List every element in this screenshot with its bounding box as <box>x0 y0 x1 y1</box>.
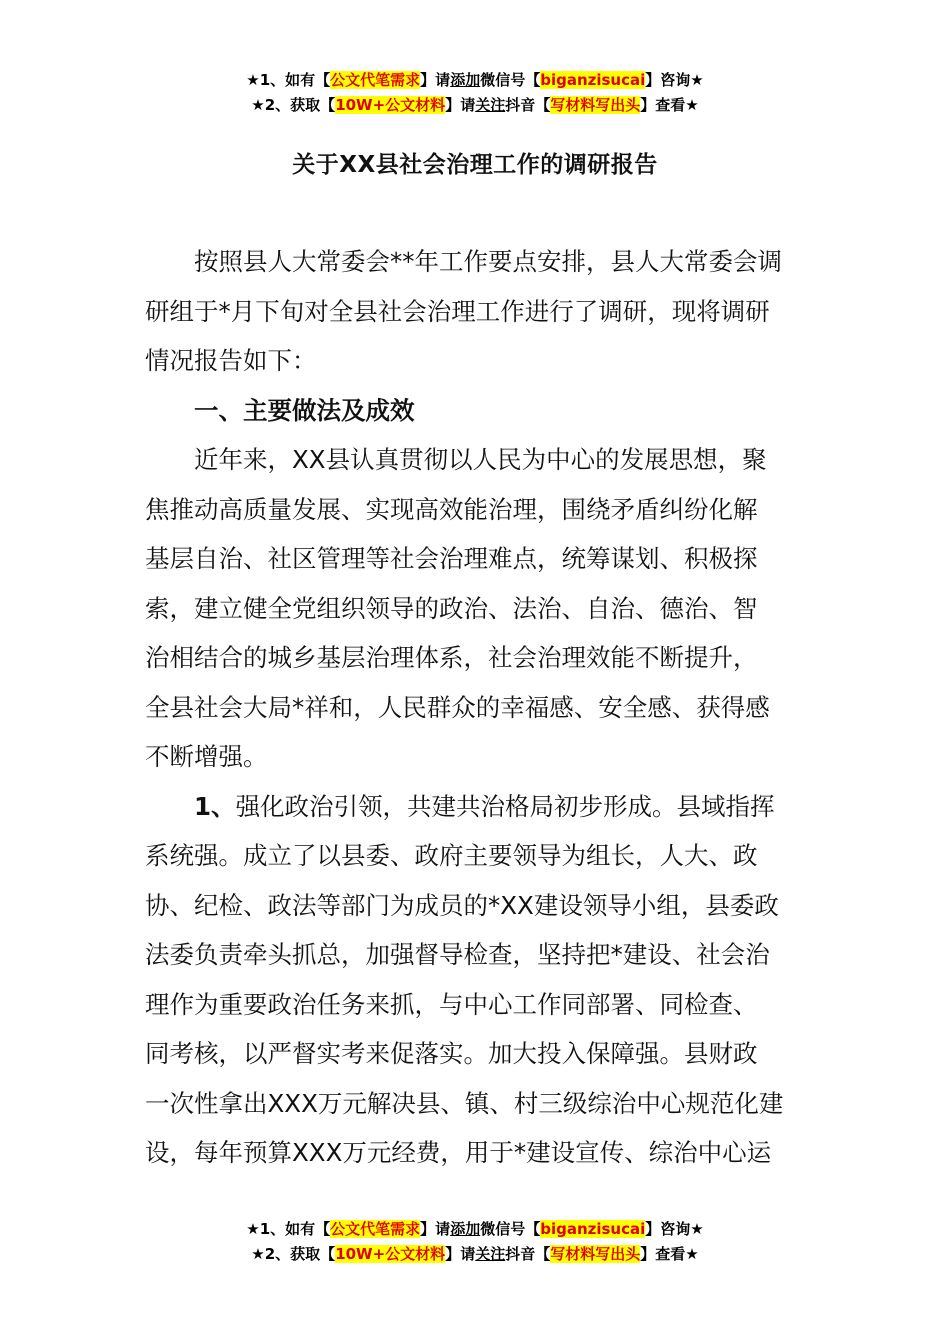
banner-text: ★1、如有【 <box>246 1220 331 1238</box>
text-line: 近年来，XX县认真贯彻以人民为中心的发展思想，聚 <box>194 445 767 474</box>
banner-highlight: 10W+公文材料 <box>335 96 446 114</box>
banner-highlight: biganzisucai <box>540 71 646 89</box>
item-text: 强化政治引领，共建共治格局初步形成。县域指挥 <box>235 791 775 821</box>
banner-line-1 <box>0 1217 950 1242</box>
banner-text: 】请 <box>420 71 451 89</box>
text-line: 焦推动高质量发展、实现高效能治理，围绕矛盾纠纷化解 <box>145 494 758 524</box>
text-line: 协、纪检、政法等部门为成员的*XX建设领导小组，县委政 <box>145 890 779 920</box>
text-line: 情况报告如下： <box>145 346 317 375</box>
banner-text: ★2、获取【 <box>251 1245 336 1263</box>
banner-text: 】查看★ <box>640 1245 699 1263</box>
banner-underlined-text: 关注 <box>475 96 506 114</box>
text-line: 研组于*月下旬对全县社会治理工作进行了调研，现将调研 <box>145 296 770 326</box>
top-banner <box>0 68 950 118</box>
text-line: 不断增强。 <box>145 742 268 771</box>
document-title: 关于XX县社会治理工作的调研报告 <box>292 152 658 178</box>
banner-line-1 <box>0 68 950 93</box>
item-number: 1、 <box>194 791 236 821</box>
text-line: 基层自治、社区管理等社会治理难点，统筹谋划、积极探 <box>145 544 758 573</box>
text-line: 理作为重要政治任务来抓，与中心工作同部署、同检查、 <box>145 989 758 1019</box>
banner-text: 】咨询★ <box>645 71 704 89</box>
text-line: 索，建立健全党组织领导的政治、法治、自治、德治、智 <box>145 593 758 623</box>
text-line: 全县社会大局*祥和，人民群众的幸福感、安全感、获得感 <box>145 692 770 722</box>
text-line: 治相结合的城乡基层治理体系，社会治理效能不断提升， <box>145 643 758 672</box>
paragraph-2 <box>145 435 807 782</box>
section-heading-text: 一、主要做法及成效 <box>194 395 415 425</box>
banner-underlined-text: 关注 <box>475 1245 506 1263</box>
text-line: 一次性拿出XXX万元解决县、镇、村三级综治中心规范化建 <box>145 1088 784 1118</box>
banner-text: 】咨询★ <box>645 1220 704 1238</box>
banner-line-2 <box>0 1242 950 1267</box>
banner-highlight: 10W+公文材料 <box>335 1245 446 1263</box>
item-1-paragraph <box>145 782 807 1178</box>
text-line: 按照县人大常委会**年工作要点安排，县人大常委会调 <box>194 247 782 276</box>
bottom-banner <box>0 1217 950 1267</box>
banner-highlight: 写材料写出头 <box>550 1245 641 1263</box>
document-body <box>145 237 807 1178</box>
banner-text: 抖音【 <box>505 1245 551 1263</box>
banner-text: 】请 <box>445 1245 476 1263</box>
text-line <box>145 782 807 832</box>
banner-text: 抖音【 <box>505 96 551 114</box>
banner-text: ★1、如有【 <box>246 71 331 89</box>
banner-underlined-text: 添加 <box>450 1220 481 1238</box>
text-line: 设，每年预算XXX万元经费，用于*建设宣传、综治中心运 <box>145 1138 772 1167</box>
banner-text: 】请 <box>420 1220 451 1238</box>
banner-highlight: 写材料写出头 <box>550 96 641 114</box>
section-heading <box>145 386 807 436</box>
intro-paragraph <box>145 237 807 386</box>
banner-text: ★2、获取【 <box>251 96 336 114</box>
banner-text: 微信号【 <box>480 71 541 89</box>
banner-line-2 <box>0 93 950 118</box>
banner-highlight: biganzisucai <box>540 1220 646 1238</box>
banner-text: 微信号【 <box>480 1220 541 1238</box>
banner-text: 】查看★ <box>640 96 699 114</box>
banner-highlight: 公文代笔需求 <box>330 1220 421 1238</box>
text-line: 法委负责牵头抓总，加强督导检查，坚持把*建设、社会治 <box>145 940 770 969</box>
banner-underlined-text: 添加 <box>450 71 481 89</box>
text-line: 同考核，以严督实考来促落实。加大投入保障强。县财政 <box>145 1039 758 1068</box>
banner-highlight: 公文代笔需求 <box>330 71 421 89</box>
banner-text: 】请 <box>445 96 476 114</box>
text-line: 系统强。成立了以县委、政府主要领导为组长，人大、政 <box>145 841 758 870</box>
